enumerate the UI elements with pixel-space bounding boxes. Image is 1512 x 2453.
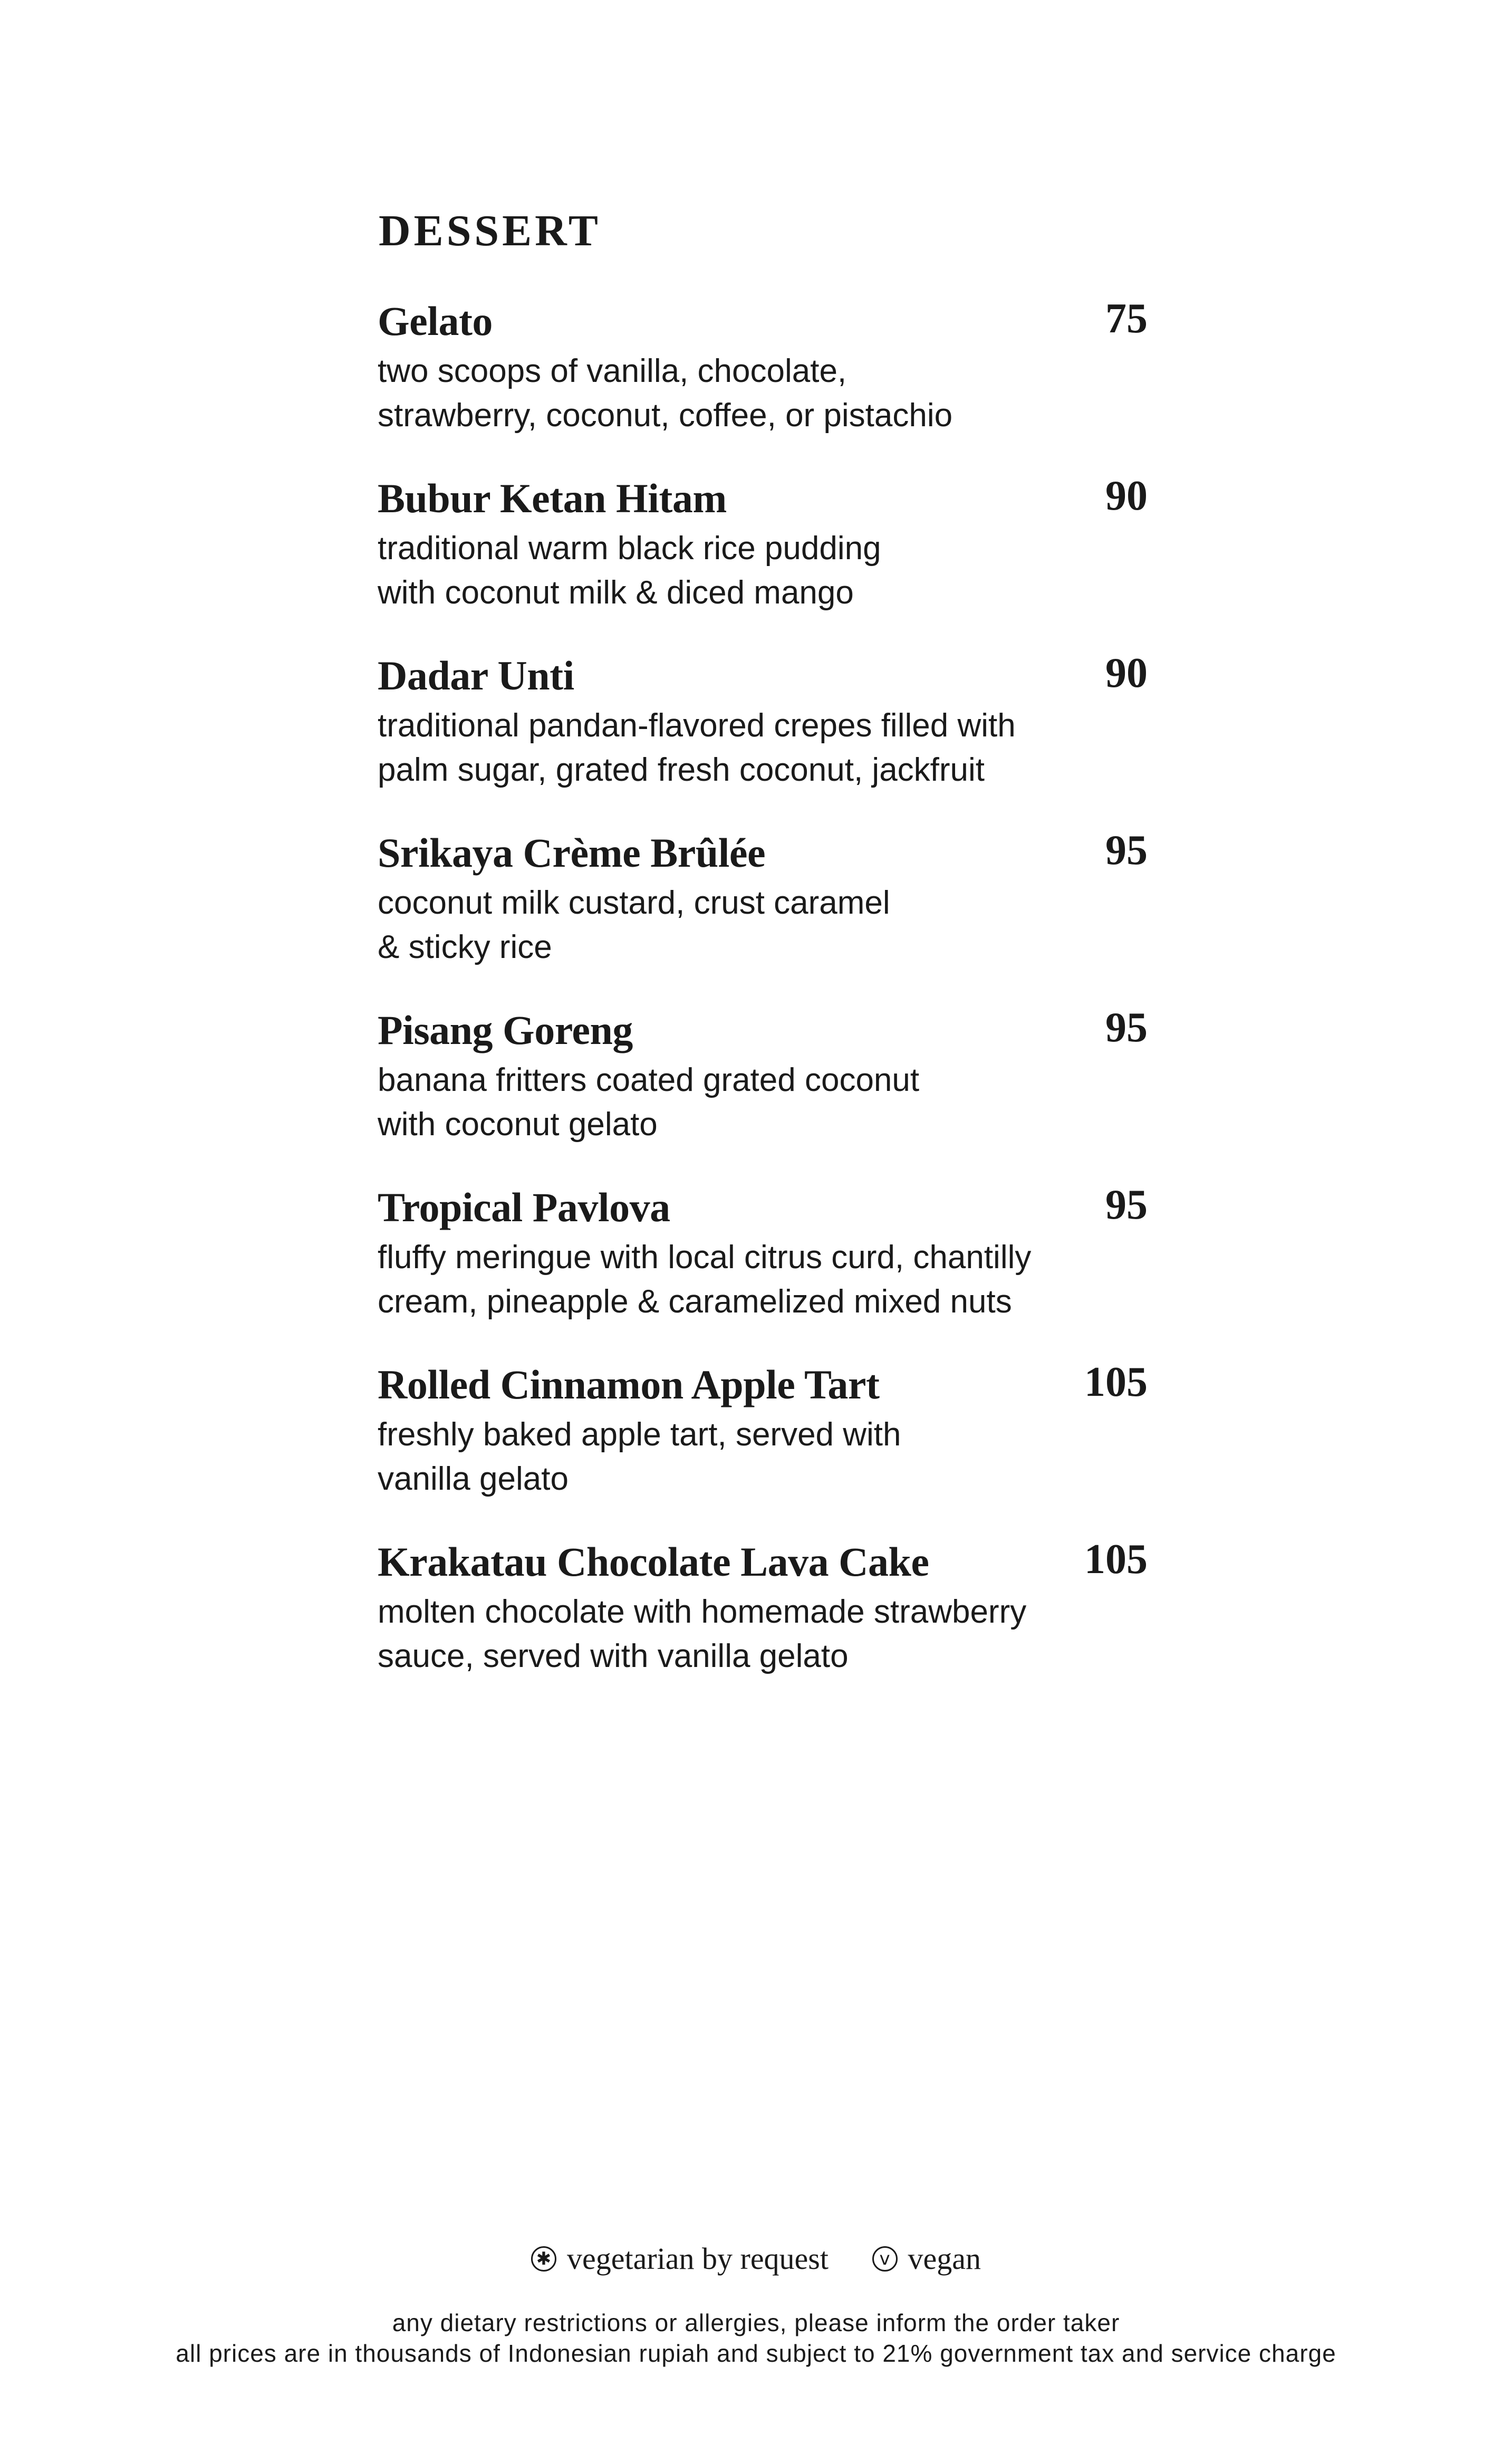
item-name: Krakatau Chocolate Lava Cake [378, 1539, 929, 1585]
item-description [378, 704, 1063, 792]
item-description [378, 881, 1063, 970]
item-description [378, 349, 1063, 438]
description-line: freshly baked apple tart, served with [378, 1416, 901, 1453]
item-description [378, 1058, 1063, 1147]
item-description [378, 526, 1063, 615]
item-name: Tropical Pavlova [378, 1184, 670, 1230]
description-line: molten chocolate with homemade strawberry [378, 1594, 1027, 1630]
description-line: fluffy meringue with local citrus curd, chantilly [378, 1239, 1032, 1276]
section-title: DESSERT [379, 206, 601, 255]
legend-label: vegetarian by request [566, 2241, 829, 2276]
item-price: 90 [1105, 473, 1148, 519]
item-name: Dadar Unti [378, 653, 574, 698]
description-line: traditional warm black rice pudding [378, 530, 881, 567]
item-price: 90 [1105, 650, 1148, 696]
item-name: Rolled Cinnamon Apple Tart [378, 1362, 880, 1407]
item-description [378, 1590, 1063, 1679]
item-price: 95 [1105, 827, 1148, 874]
item-price: 75 [1105, 295, 1148, 342]
item-price: 105 [1084, 1359, 1148, 1405]
description-line: strawberry, coconut, coffee, or pistachio [378, 397, 953, 434]
description-line: & sticky rice [378, 929, 552, 965]
description-line: coconut milk custard, crust caramel [378, 885, 890, 921]
description-line: traditional pandan-flavored crepes filled with [378, 707, 1016, 744]
description-line: banana fritters coated grated coconut [378, 1062, 920, 1098]
description-line: cream, pineapple & caramelized mixed nuts [378, 1283, 1012, 1320]
item-name: Pisang Goreng [378, 1007, 633, 1053]
dietary-legend [0, 2239, 1512, 2274]
legend-vegetarian [531, 2241, 829, 2276]
footer-allergy-note: any dietary restrictions or allergies, please inform the order taker [392, 2309, 1120, 2336]
description-line: sauce, served with vanilla gelato [378, 1638, 849, 1674]
description-line: vanilla gelato [378, 1461, 569, 1497]
item-price: 95 [1105, 1004, 1148, 1051]
footer-price-note: all prices are in thousands of Indonesian rupiah and subject to 21% government tax and service charge [176, 2340, 1336, 2367]
description-line: with coconut gelato [378, 1106, 658, 1143]
vegetarian-icon: ✱ [531, 2246, 556, 2272]
item-description [378, 1413, 1063, 1501]
description-line: palm sugar, grated fresh coconut, jackfruit [378, 752, 985, 788]
vegan-icon: v [872, 2246, 898, 2272]
description-line: with coconut milk & diced mango [378, 574, 854, 611]
legend-label: vegan [908, 2241, 981, 2276]
item-name: Gelato [378, 298, 493, 344]
item-price: 105 [1084, 1536, 1148, 1583]
item-price: 95 [1105, 1182, 1148, 1228]
item-description [378, 1235, 1063, 1324]
description-line: two scoops of vanilla, chocolate, [378, 353, 847, 389]
item-name: Srikaya Crème Brûlée [378, 830, 766, 876]
item-name: Bubur Ketan Hitam [378, 475, 727, 521]
legend-vegan [872, 2241, 981, 2276]
